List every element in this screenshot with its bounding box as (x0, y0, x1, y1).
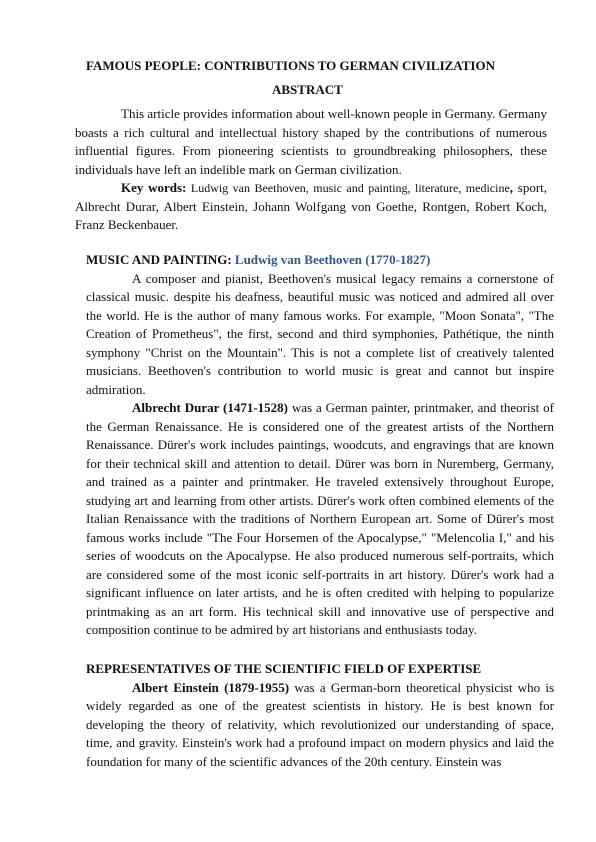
durer-text: was a German painter, printmaker, and theorist of the German Renaissance. He is considered one of the greatest artists of the Northern Renaissance. Dürer's work includes paintings, woodcuts, and engravings that are known for their technical skill and attention to detail. Dürer was born in Nuremberg, Germany, and trained as a painter and printmaker. He traveled extensively throughout Europe, studying art and learning from other artists. Dürer's work often combined elements of the Italian Renaissance with the traditions of Northern European art. Some of Dürer's most famous works include "The Four Horsemen of the Apocalypse," "Melencolia I," and his series of woodcuts on the Apocalypse. He also produced numerous self-portraits, which are considered some of the most iconic self-portraits in art history. Dürer's work had a significant influence on later artists, and he is often credited with helping to popularize printmaking as an art form. His technical skill and innovative use of perspective and composition continue to be admired by art historians and enthusiasts today. (86, 400, 554, 637)
keywords-list-continued: sport, Albrecht Durar, Albert Einstein, Johann Wolfgang von Goethe, Rontgen, Robert Koch, Franz Beckenbauer. (75, 180, 548, 232)
einstein-paragraph (86, 679, 554, 772)
science-section (86, 660, 554, 771)
abstract-paragraph: This article provides information about well-known people in Germany. Germany boasts a rich cultural and intellectual history shaped by the contributions of numerous influential figures. From pioneering scientists to groundbreaking philosophers, these individuals have left an indelible mark on German civilization. (75, 106, 547, 177)
keywords-list: Ludwig van Beethoven, music and painting, literature, medicine (186, 181, 510, 195)
einstein-name: Albert Einstein (1879-1955) (132, 679, 290, 695)
keywords-comma: , (509, 180, 514, 195)
durer-paragraph (86, 399, 554, 640)
music-painting-section (86, 251, 554, 640)
einstein-text: was a German-born theoretical physicist who is widely regarded as one of the greatest scientists in history. He is best known for developing the theory of relativity, which revolutionized our understanding of space, time, and gravity. Einstein's work had a profound impact on modern physics and laid the foundation for many of the scientific advances of the 20th century. Einstein was (86, 679, 555, 769)
music-heading-line (86, 251, 554, 270)
science-heading-line (86, 660, 554, 679)
durer-name: Albrecht Durar (1471-1528) (132, 400, 289, 415)
beethoven-heading: Ludwig van Beethoven (1770-1827) (231, 252, 431, 267)
music-heading: MUSIC AND PAINTING: (86, 252, 232, 267)
keywords-label: Key words: (121, 180, 187, 195)
abstract-heading: ABSTRACT (272, 82, 343, 97)
science-heading: REPRESENTATIVES OF THE SCIENTIFIC FIELD OF EXPERTISE (86, 661, 482, 676)
keywords-paragraph (75, 179, 547, 235)
abstract-section (75, 105, 547, 235)
document-title: FAMOUS PEOPLE: CONTRIBUTIONS TO GERMAN CIVILIZATION (86, 58, 495, 73)
beethoven-paragraph: A composer and pianist, Beethoven's musical legacy remains a cornerstone of classical music. despite his deafness, beautiful music was noticed and admired all over the world. He is the author of many famous works. For example, "Moon Sonata", "The Creation of Prometheus", the first, second and third symphonies, Pathétique, the ninth symphony "Christ on the Mountain". This is not a complete list of creatively talented musicians. Beethoven's contribution to world music is great and cannot but inspire admiration. (86, 270, 554, 397)
